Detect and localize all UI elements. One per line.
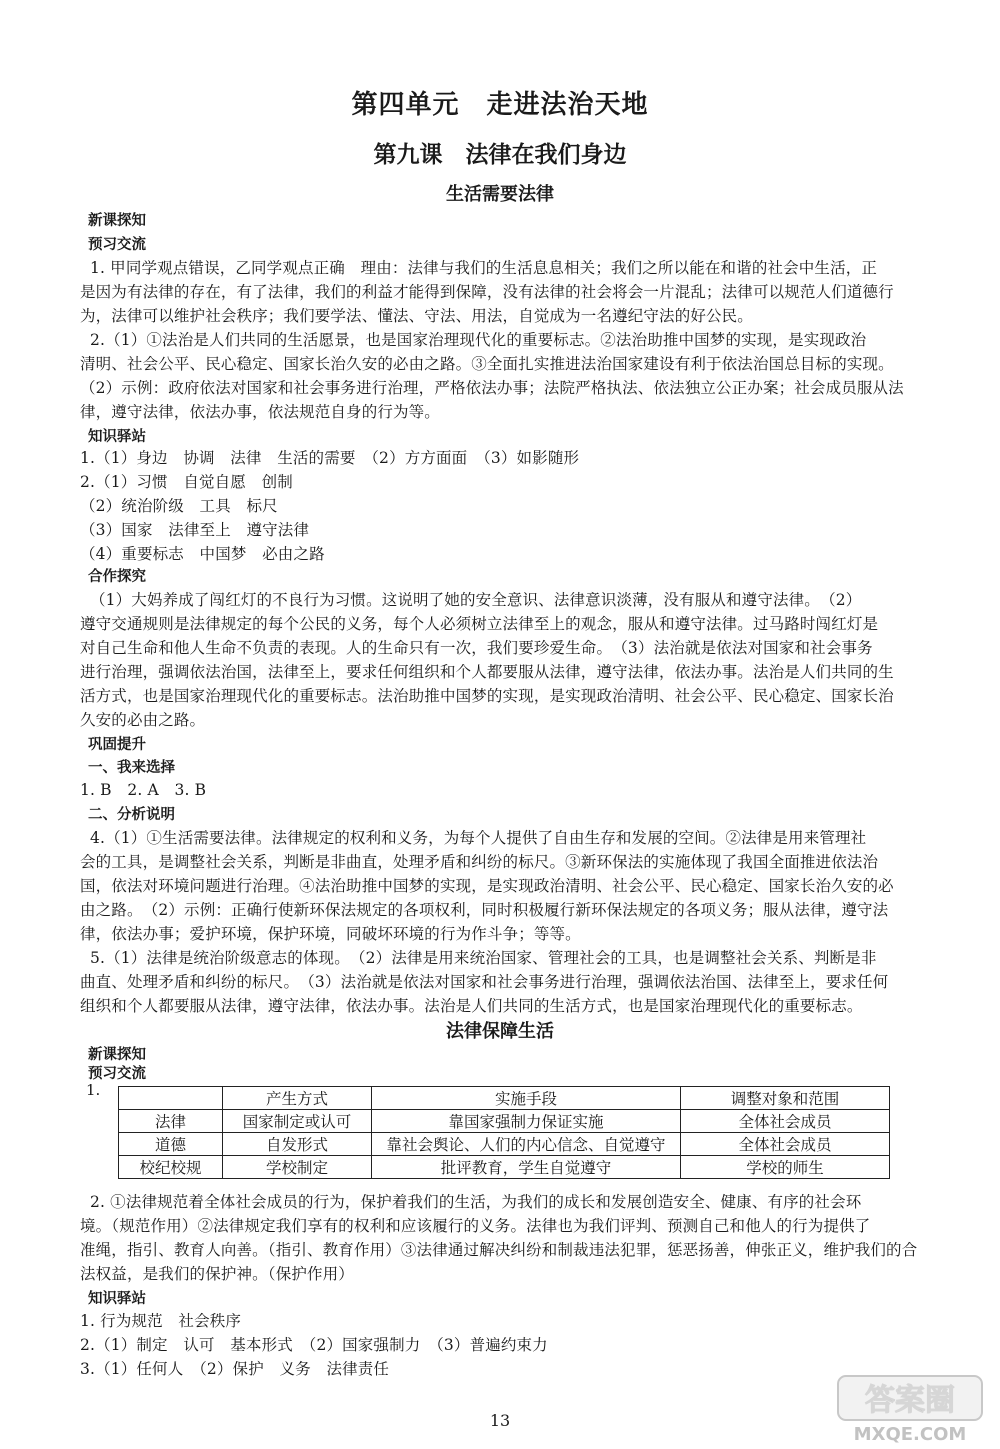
table-number: 1.: [86, 1081, 101, 1099]
text-line: 律，依法办事；爱护环境，保护环境，同破坏环境的行为作斗争；等等。: [80, 925, 581, 943]
text-line: 是因为有法律的存在，有了法律，我们的利益才能得到保障，没有法律的社会将会一片混乱；法律可以规范人们道德行: [80, 283, 894, 301]
heading-new-lesson: 新课探知: [88, 213, 146, 229]
text-line: 1. 甲同学观点错误，乙同学观点正确 理由：法律与我们的生活息息相关；我们之所以能在和谐的社会中生活，正: [90, 259, 878, 277]
watermark-logo: [830, 1370, 990, 1446]
text-line: 为，法律可以维护社会秩序；我们要学法、懂法、守法、用法，自觉成为一名遵纪守法的好公民。: [80, 307, 753, 325]
text-line: 2. ①法律规范着全体社会成员的行为，保护着我们的生活，为我们的成长和发展创造安全、健康、有序的社会环: [90, 1193, 862, 1211]
page-number: 13: [489, 1411, 511, 1430]
table-cell: 靠社会舆论、人们的内心信念、自觉遵守: [372, 1133, 681, 1156]
table-cell: 学校制定: [223, 1156, 372, 1179]
text-line: 清明、社会公平、民心稳定、国家长治久安的必由之路。③全面扎实推进法治国家建设有利于依法治国总目标的实现。: [80, 355, 894, 373]
text-line: （3）国家 法律至上 遵守法律: [80, 521, 310, 539]
table-row: [119, 1110, 890, 1133]
watermark-url: MXQE.COM: [853, 1424, 967, 1445]
text-line: 5.（1）法律是统治阶级意志的体现。 （2）法律是用来统治国家、管理社会的工具，也是调整社会关系、判断是非: [90, 949, 877, 967]
table-cell: 法律: [119, 1110, 223, 1133]
table-header: 调整对象和范围: [681, 1087, 890, 1110]
comparison-table: [118, 1086, 890, 1179]
heading-new-lesson: 新课探知: [88, 1047, 146, 1063]
heading-knowledge: 知识驿站: [88, 1291, 146, 1307]
text-line: 2.（1）习惯 自觉自愿 创制: [80, 473, 293, 491]
table-header: 产生方式: [223, 1087, 372, 1110]
text-line: 会的工具，是调整社会关系，判断是非曲直，处理矛盾和纠纷的标尺。③新环保法的实施体现了我国全面推进依法治: [80, 853, 879, 871]
table-cell: 靠国家强制力保证实施: [372, 1110, 681, 1133]
table-cell: 批评教育，学生自觉遵守: [372, 1156, 681, 1179]
text-line: 1. 行为规范 社会秩序: [80, 1312, 242, 1330]
text-line: 4.（1）①生活需要法律。法律规定的权利和义务，为每个人提供了自由生存和发展的空间。②法律是用来管理社: [90, 829, 867, 847]
lesson-title: 第九课 法律在我们身边: [373, 141, 627, 168]
text-line: （2）示例：政府依法对国家和社会事务进行治理，严格依法办事；法院严格执法、依法独立公正办案；社会成员服从法: [80, 379, 904, 397]
heading-knowledge: 知识驿站: [88, 429, 146, 445]
text-line: 1.（1）身边 协调 法律 生活的需要 （2）方方面面 （3）如影随形: [80, 449, 580, 467]
table-cell: 国家制定或认可: [223, 1110, 372, 1133]
table-row: [119, 1133, 890, 1156]
table-cell: 道德: [119, 1133, 223, 1156]
text-line: 曲直、处理矛盾和纠纷的标尺。 （3）法治就是依法对国家和社会事务进行治理，强调依法治国、法律至上，要求任何: [80, 973, 889, 991]
text-line: 法权益，是我们的保护神。（保护作用）: [80, 1265, 354, 1283]
text-line: 由之路。 （2）示例：正确行使新环保法规定的各项权利，同时积极履行新环保法规定的各项义务；服从法律，遵守法: [80, 901, 889, 919]
table-header: [119, 1087, 223, 1110]
table-header: 实施手段: [372, 1087, 681, 1110]
text-line: 进行治理，强调依法治国，法律至上，要求任何组织和个人都要服从法律，遵守法律，依法办事。法治是人们共同的生: [80, 663, 894, 681]
table-cell: 自发形式: [223, 1133, 372, 1156]
text-line: 准绳，指引、教育人向善。（指引、教育作用）③法律通过解决纠纷和制裁违法犯罪，惩恶扬善，伸张正义，维护我们的合: [80, 1241, 918, 1259]
text-line: 2.（1）制定 认可 基本形式 （2）国家强制力 （3）普遍约束力: [80, 1336, 548, 1354]
text-line: （1）大妈养成了闯红灯的不良行为习惯。这说明了她的安全意识、法律意识淡薄，没有服从和遵守法律。 （2）: [90, 591, 862, 609]
table-cell: 全体社会成员: [681, 1110, 890, 1133]
heading-preview: 预习交流: [88, 237, 146, 253]
heading-choose: 一、我来选择: [88, 760, 175, 776]
text-line: 3.（1）任何人 （2）保护 义务 法律责任: [80, 1360, 390, 1378]
table-cell: 全体社会成员: [681, 1133, 890, 1156]
text-line: 对自己生命和他人生命不负责的表现。人的生命只有一次，我们要珍爱生命。 （3）法治就是依法对国家和社会事务: [80, 639, 873, 657]
heading-analyze: 二、分析说明: [88, 807, 175, 823]
section-title-law-protects-life: 法律保障生活: [446, 1021, 554, 1042]
unit-title: 第四单元 走进法治天地: [351, 90, 649, 120]
watermark-text: 答案圈: [865, 1383, 955, 1418]
table-row: [119, 1156, 890, 1179]
choice-answers: 1. B 2. A 3. B: [80, 781, 207, 799]
table-cell: 校纪校规: [119, 1156, 223, 1179]
heading-preview: 预习交流: [88, 1066, 146, 1082]
text-line: 遵守交通规则是法律规定的每个公民的义务，每个人必须树立法律至上的观念，服从和遵守法律。过马路时闯红灯是: [80, 615, 879, 633]
text-line: 国，依法对环境问题进行治理。④法治助推中国梦的实现，是实现政治清明、社会公平、民心稳定、国家长治久安的必: [80, 877, 894, 895]
table-cell: 学校的师生: [681, 1156, 890, 1179]
text-line: 久安的必由之路。: [80, 711, 206, 729]
text-line: 活方式，也是国家治理现代化的重要标志。法治助推中国梦的实现，是实现政治清明、社会公平、民心稳定、国家长治: [80, 687, 894, 705]
text-line: 境。（规范作用）②法律规定我们享有的权利和应该履行的义务。法律也为我们评判、预测自己和他人的行为提供了: [80, 1217, 871, 1235]
text-line: 律，遵守法律，依法办事，依法规范自身的行为等。: [80, 403, 440, 421]
text-line: 组织和个人都要服从法律，遵守法律，依法办事。法治是人们共同的生活方式，也是国家治理现代化的重要标志。: [80, 997, 863, 1015]
text-line: （4）重要标志 中国梦 必由之路: [80, 545, 325, 563]
text-line: （2）统治阶级 工具 标尺: [80, 497, 278, 515]
heading-consolidate: 巩固提升: [88, 737, 146, 753]
text-line: 2.（1）①法治是人们共同的生活愿景，也是国家治理现代化的重要标志。②法治助推中国梦的实现，是实现政治: [90, 331, 867, 349]
table-header-row: [119, 1087, 890, 1110]
section-title-life-needs-law: 生活需要法律: [446, 184, 554, 205]
heading-cooperation: 合作探究: [88, 569, 146, 585]
